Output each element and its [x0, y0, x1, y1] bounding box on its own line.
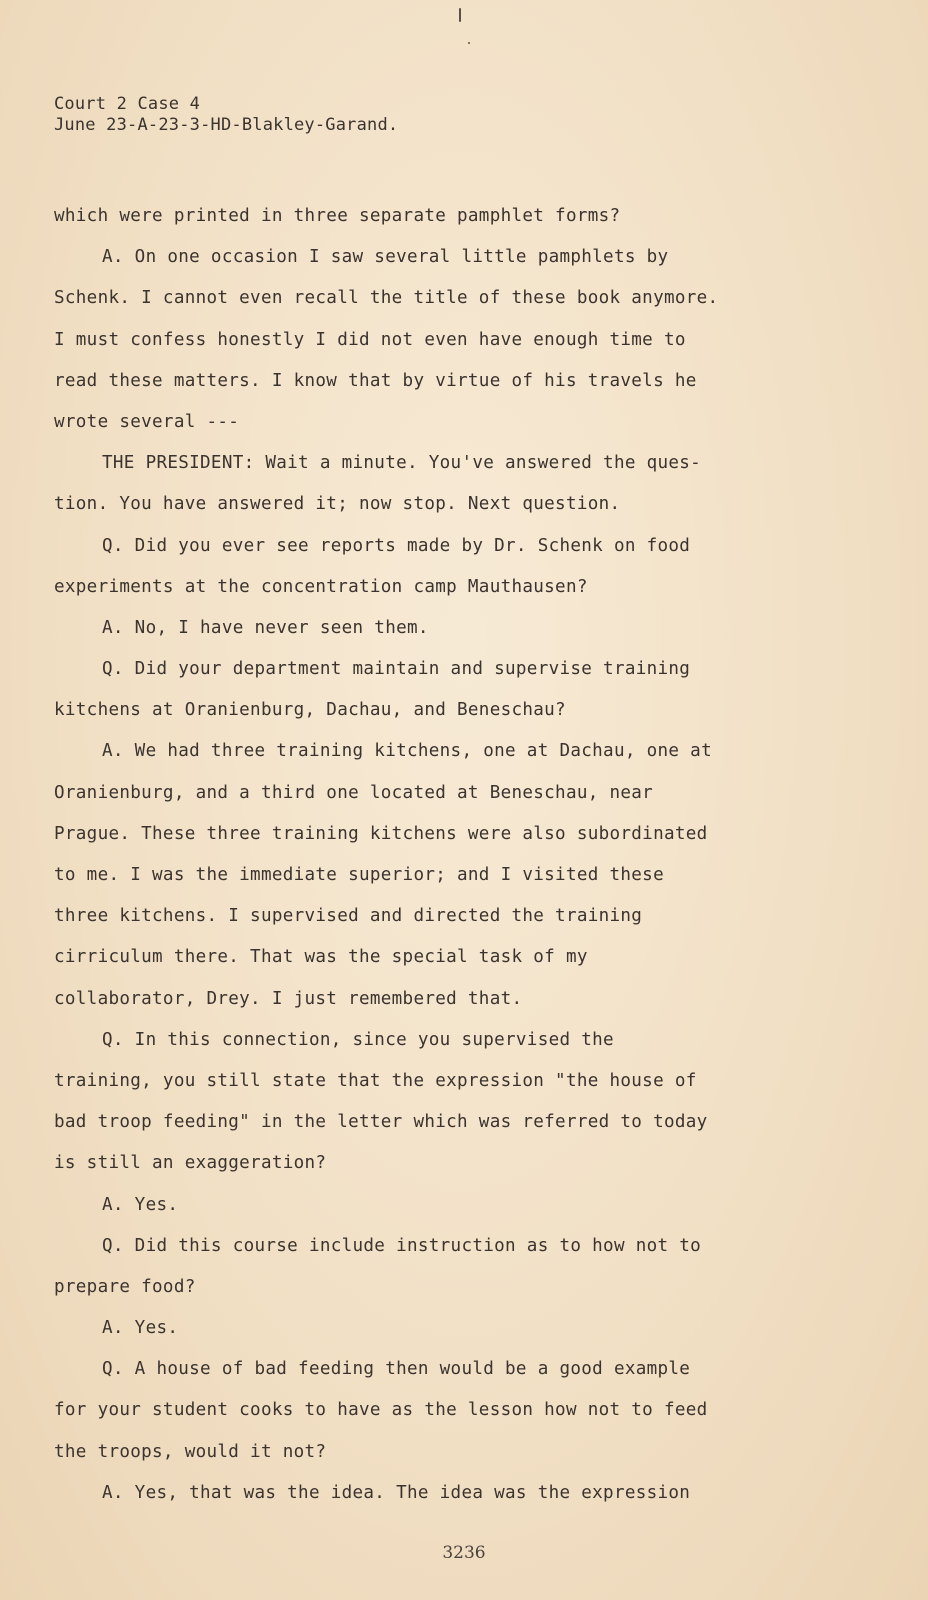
transcript-line: I must confess honestly I did not even have enough time to	[54, 329, 686, 350]
paper-speck	[468, 42, 470, 44]
transcript-line: is still an exaggeration?	[54, 1153, 327, 1174]
transcript-line: Prague. These three training kitchens were also subordinated	[54, 823, 708, 844]
transcript-line: wrote several ---	[54, 411, 240, 432]
transcript-line: to me. I was the immediate superior; and I visited these	[54, 865, 664, 885]
transcript-line: experiments at the concentration camp Mauthausen?	[54, 576, 588, 597]
transcript-line: THE PRESIDENT: Wait a minute. You've answered the ques-	[102, 453, 702, 474]
header-case-line: Court 2 Case 4	[54, 94, 201, 114]
page-number: 3236	[442, 1543, 486, 1563]
transcript-line: Q. Did you ever see reports made by Dr. Schenk on food	[102, 535, 691, 556]
transcript-line: collaborator, Drey. I just remembered that.	[54, 988, 523, 1009]
header-reference-line: June 23-A-23-3-HD-Blakley-Garand.	[54, 115, 399, 135]
transcript-line: bad troop feeding" in the letter which was referred to today	[54, 1112, 708, 1133]
transcript-line: Q. Did this course include instruction as to how not to	[102, 1235, 702, 1256]
transcript-line: A. Yes, that was the idea. The idea was the expression	[102, 1482, 691, 1503]
transcript-line: A. Yes.	[102, 1318, 179, 1339]
transcript-line: Q. A house of bad feeding then would be a good example	[102, 1359, 691, 1380]
transcript-line: read these matters. I know that by virtue of his travels he	[54, 370, 697, 391]
transcript-line: the troops, would it not?	[54, 1441, 327, 1462]
transcript-line: training, you still state that the expression "the house of	[54, 1070, 697, 1091]
transcript-line: A. Yes.	[102, 1194, 179, 1215]
transcript-line: kitchens at Oranienburg, Dachau, and Beneschau?	[54, 700, 566, 721]
transcript-line: Q. In this connection, since you supervised the	[102, 1029, 614, 1050]
paper-speck	[459, 8, 461, 22]
transcript-body	[54, 196, 864, 1514]
transcript-line: Schenk. I cannot even recall the title of these book anymore.	[54, 288, 719, 309]
transcript-line: A. On one occasion I saw several little pamphlets by	[102, 247, 669, 268]
transcript-line: for your student cooks to have as the lesson how not to feed	[54, 1400, 708, 1421]
transcript-line: A. No, I have never seen them.	[102, 617, 429, 638]
transcript-line: which were printed in three separate pamphlet forms?	[54, 206, 621, 226]
transcript-line: three kitchens. I supervised and directed the training	[54, 906, 643, 927]
transcript-line: A. We had three training kitchens, one at Dachau, one at	[102, 741, 712, 762]
transcript-line: Oranienburg, and a third one located at Beneschau, near	[54, 782, 654, 803]
document-header	[54, 94, 398, 136]
transcript-line: tion. You have answered it; now stop. Next question.	[54, 494, 621, 515]
transcript-line: cirriculum there. That was the special task of my	[54, 947, 588, 968]
transcript-line: Q. Did your department maintain and supervise training	[102, 659, 691, 680]
transcript-line: prepare food?	[54, 1276, 196, 1297]
